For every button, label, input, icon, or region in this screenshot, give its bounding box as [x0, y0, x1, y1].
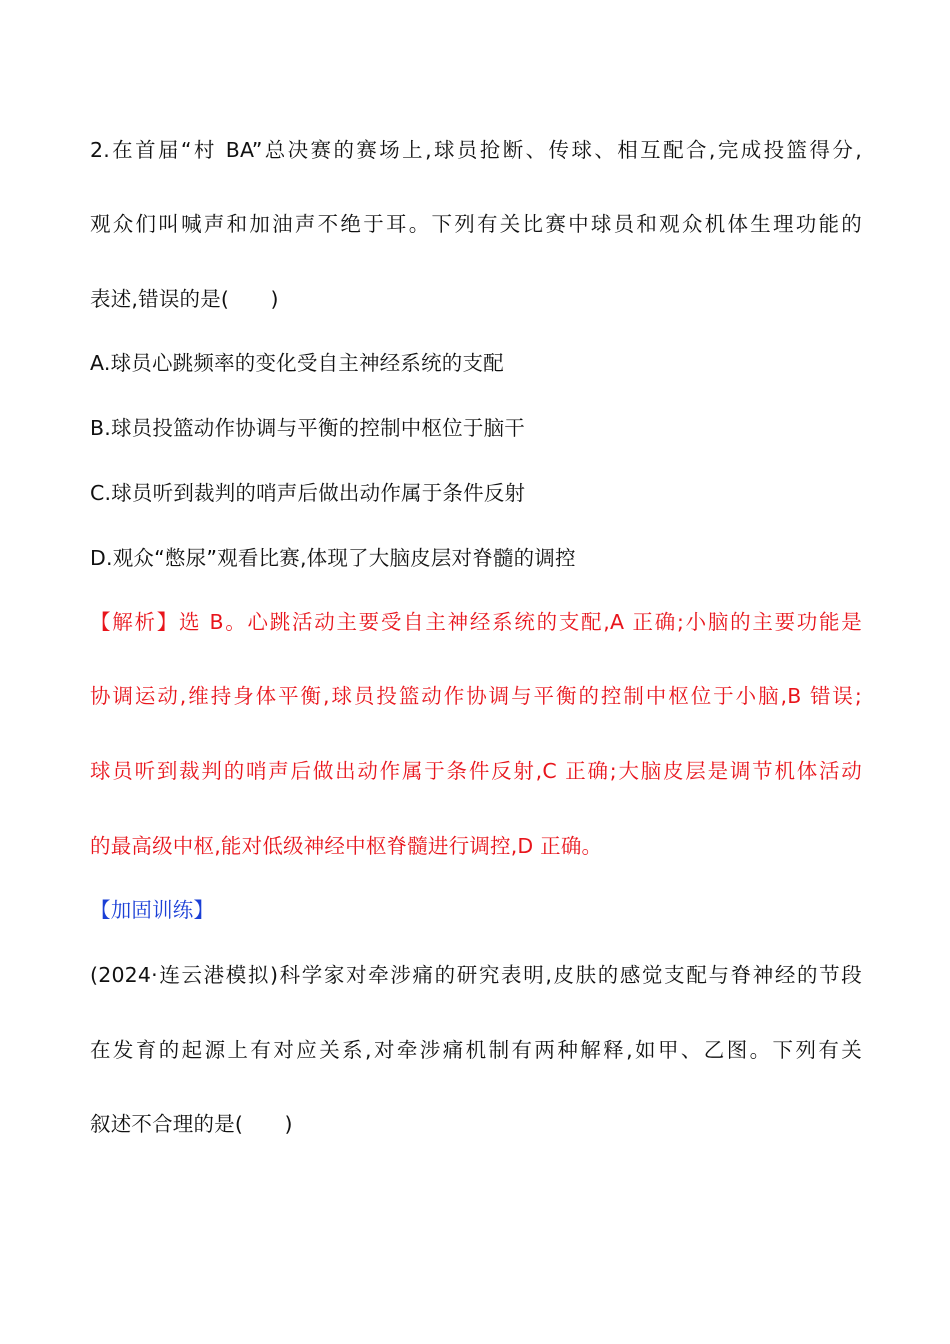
reinforcement-heading: 【加固训练】 — [90, 898, 215, 922]
question-line-1: 2.在首届“村 BA”总决赛的赛场上,球员抢断、传球、相互配合,完成投篮得分, — [90, 138, 862, 162]
analysis-line-3: 球员听到裁判的哨声后做出动作属于条件反射,C 正确;大脑皮层是调节机体活动 — [90, 759, 862, 783]
analysis-line-4: 的最高级中枢,能对低级神经中枢脊髓进行调控,D 正确。 — [90, 834, 603, 858]
analysis-line-2: 协调运动,维持身体平衡,球员投篮动作协调与平衡的控制中枢位于小脑,B 错误; — [90, 684, 862, 708]
option-c: C.球员听到裁判的哨声后做出动作属于条件反射 — [90, 481, 526, 505]
question-line-3: 表述,错误的是( ) — [90, 287, 279, 311]
reinforcement-line-1: (2024·连云港模拟)科学家对牵涉痛的研究表明,皮肤的感觉支配与脊神经的节段 — [90, 963, 862, 987]
option-a: A.球员心跳频率的变化受自主神经系统的支配 — [90, 351, 504, 375]
reinforcement-line-3: 叙述不合理的是( ) — [90, 1112, 293, 1136]
option-b: B.球员投篮动作协调与平衡的控制中枢位于脑干 — [90, 416, 525, 440]
reinforcement-line-2: 在发育的起源上有对应关系,对牵涉痛机制有两种解释,如甲、乙图。下列有关 — [90, 1038, 862, 1062]
analysis-line-1: 【解析】选 B。心跳活动主要受自主神经系统的支配,A 正确;小脑的主要功能是 — [90, 610, 862, 634]
question-line-2: 观众们叫喊声和加油声不绝于耳。下列有关比赛中球员和观众机体生理功能的 — [90, 212, 862, 236]
option-d: D.观众“憋尿”观看比赛,体现了大脑皮层对脊髓的调控 — [90, 546, 576, 570]
